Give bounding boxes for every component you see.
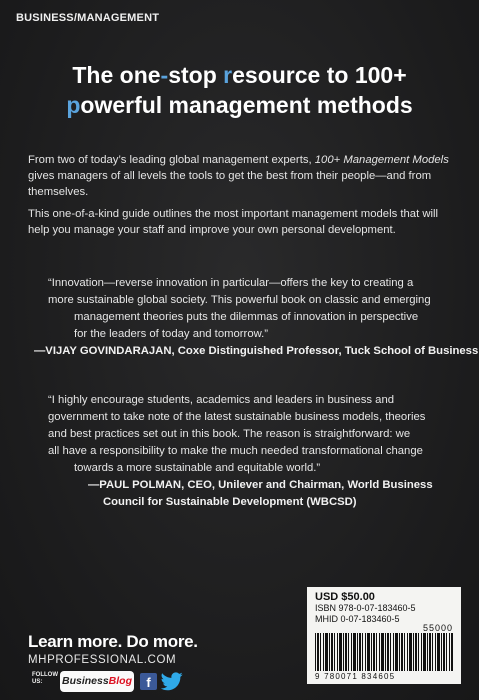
quote-attribution: Council for Sustainable Development (WBCSD) [103, 496, 357, 508]
headline [0, 60, 479, 120]
headline-line-1: The one-stop resource to 100+ [72, 62, 407, 88]
quote-line: “I highly encourage students, academics and leaders in business and [48, 394, 395, 406]
headline-line-2: powerful management methods [66, 92, 413, 118]
quote-line: more sustainable global society. This powerful book on classic and emerging [48, 294, 431, 306]
book-title: 100+ Management Models [314, 154, 449, 166]
quote-attribution: —VIJAY GOVINDARAJAN, Coxe Distinguished Professor, Tuck School of Business [34, 345, 479, 357]
price: USD $50.00 [315, 591, 375, 603]
barcode-icon [315, 633, 453, 671]
quote-line: for the leaders of today and tomorrow.” [74, 328, 269, 340]
category-label: BUSINESS/MANAGEMENT [16, 12, 160, 24]
testimonial-2 [48, 392, 458, 511]
quote-line: management theories puts the dilemmas of innovation in perspective [74, 311, 419, 323]
website-link[interactable]: MHPROFESSIONAL.COM [28, 654, 177, 666]
quote-attribution: —PAUL POLMAN, CEO, Unilever and Chairman, World Business [88, 479, 433, 491]
quote-line: and best practices set out in this book. The reason is straightforward: we [48, 428, 411, 440]
isbn: ISBN 978-0-07-183460-5 [315, 603, 416, 613]
twitter-icon[interactable] [161, 672, 183, 691]
facebook-icon[interactable]: f [140, 673, 157, 690]
intro-paragraph-1: From two of today’s leading global management experts, 100+ Management Models gives managers of all levels the tools to get the best from their people—and from themselves. [28, 154, 449, 198]
testimonial-1 [34, 275, 479, 360]
tagline: Learn more. Do more. [28, 632, 198, 651]
quote-line: towards a more sustainable and equitable world.” [74, 462, 321, 474]
business-blog-button[interactable]: BusinessBlog [60, 671, 134, 692]
price-code: 55000 [422, 623, 453, 633]
quote-line: “Innovation—reverse innovation in particular—offers the key to creating a [48, 277, 414, 289]
barcode-digits: 9 780071 834605 [315, 672, 396, 681]
quote-line: all have a responsibility to make the much needed transformational change [48, 445, 423, 457]
mhid: MHID 0-07-183460-5 [315, 614, 400, 624]
follow-us-label: FOLLOW US: [32, 672, 58, 685]
intro-paragraph-2: This one-of-a-kind guide outlines the most important management models that will help you manage your staff and improve your own personal development. [28, 208, 439, 236]
quote-line: government to take note of the latest sustainable business models, theories [48, 411, 426, 423]
barcode-box [307, 587, 461, 684]
